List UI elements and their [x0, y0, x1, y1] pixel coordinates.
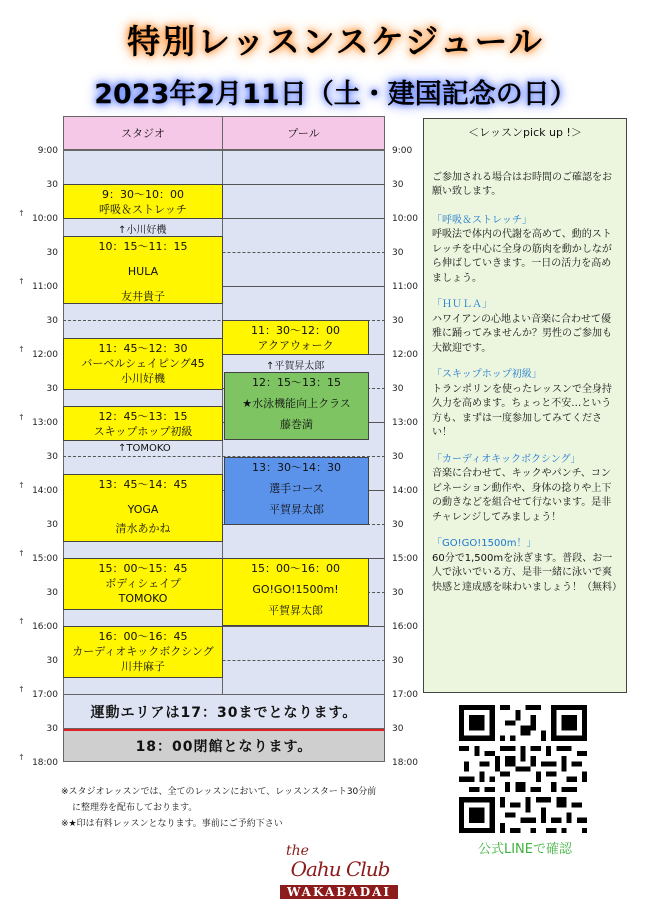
time-label-right: 10:00	[392, 214, 418, 224]
time-label-right: 9:00	[392, 146, 413, 156]
pickup-item-text: 音楽に合わせて、キックやパンチ、コンビネーション動作や、身体の捻りや上下の動きなどを組合せて行ないます。是非チャレンジしてみましょう！	[432, 468, 612, 523]
pickup-item	[432, 453, 618, 526]
qr-code-icon[interactable]	[459, 705, 587, 833]
lesson-time: 15：00〜15：45	[98, 562, 188, 575]
time-label-right: 30	[392, 452, 404, 462]
time-label-left: 30	[46, 452, 58, 462]
lesson-instructor: 清水あかね	[115, 521, 171, 535]
lesson-time: 12：15〜13：15	[252, 376, 341, 389]
tick-mark: ↑	[18, 277, 25, 286]
lesson-instructor-note: ↑TOMOKO	[118, 443, 171, 454]
notice-closing: 18：00閉館となります。	[63, 729, 385, 762]
lesson-name: GO!GO!1500m!	[252, 582, 339, 596]
lesson-name: 呼吸＆ストレッチ	[99, 202, 187, 216]
time-label-left: 30	[46, 180, 58, 190]
lesson-time: 9：30〜10：00	[102, 188, 184, 201]
time-label-left: 30	[46, 656, 58, 666]
lesson-instructor: 小川好機	[126, 225, 167, 236]
lesson-instructor: 平賀昇太郎	[274, 361, 325, 372]
pickup-item-text: ハワイアンの心地よい音楽に合わせて優雅に踊ってみませんか？男性のご参加も大歓迎です。	[432, 313, 612, 354]
studio-lesson-yoga[interactable]	[63, 474, 223, 542]
pickup-item	[432, 214, 618, 287]
time-label-left: 13:00	[32, 418, 58, 428]
time-label-left: 11:00	[32, 282, 58, 292]
lesson-name: HULA	[127, 264, 159, 278]
lesson-name: スキップホップ初級	[93, 424, 193, 438]
time-label-right: 11:00	[392, 282, 418, 292]
qr-caption: 公式LINEで確認	[477, 842, 572, 857]
page-subtitle: 2023年2月11日（土・建国記念の日）	[94, 79, 577, 110]
time-label-left: 30	[46, 724, 58, 734]
pickup-item-title: 「ＨＵＬＡ」	[432, 299, 492, 311]
time-label-right: 14:00	[392, 486, 418, 496]
time-label-left: 30	[46, 248, 58, 258]
pickup-item-title: 「カーディオキックボクシング」	[432, 453, 581, 465]
pickup-item	[432, 537, 622, 595]
time-label-right: 12:00	[392, 350, 418, 360]
pickup-item-title: 「GO!GO!1500m！」	[432, 538, 537, 550]
pickup-item-text: 60分で1,500mを泳ぎます。普段、お一人で泳いでいる方、是非一緒に泳いで爽快感と達成感を味わいましょう！（無料）	[432, 552, 622, 593]
time-label-left: 12:00	[32, 350, 58, 360]
lesson-name: ボディシェイプ	[105, 576, 181, 590]
time-label-left: 30	[46, 520, 58, 530]
time-label-left: 15:00	[32, 554, 58, 564]
tick-mark: ↑	[18, 481, 25, 490]
time-label-right: 18:00	[392, 758, 418, 768]
lesson-name: YOGA	[127, 502, 159, 516]
pickup-item-title: 「スキップホップ初級」	[432, 369, 542, 381]
tick-mark: ↑	[18, 685, 25, 694]
tick-mark: ↑	[18, 209, 25, 218]
lesson-instructor-note: ↑小川好機	[118, 225, 167, 236]
footnote: に整理券を配布しております。	[72, 803, 198, 813]
tick-mark: ↑	[18, 345, 25, 354]
time-label-left: 30	[46, 384, 58, 394]
logo-the: the	[286, 843, 309, 859]
footnote: ※スタジオレッスンでは、全てのレッスンにおいて、レッスンスタート30分前	[61, 787, 377, 797]
time-label-right: 30	[392, 316, 404, 326]
time-label-left: 18:00	[32, 758, 58, 768]
lesson-instructor: 藤巻満	[280, 417, 313, 431]
footnote: ※★印は有料レッスンとなります。事前にご予約下さい	[61, 819, 283, 829]
time-label-right: 15:00	[392, 554, 418, 564]
lesson-name: ★水泳機能向上クラス	[242, 396, 351, 410]
pool-lesson-gogo-1500m[interactable]	[222, 558, 369, 626]
lesson-instructor: 平賀昇太郎	[268, 603, 323, 617]
tick-mark: ↑	[18, 617, 25, 626]
tick-mark: ↑	[18, 413, 25, 422]
lesson-instructor: TOMOKO	[126, 443, 171, 454]
logo-name: Oahu Club	[290, 857, 390, 881]
lesson-instructor: 平賀昇太郎	[269, 502, 324, 516]
column-header-pool: プール	[222, 116, 385, 150]
time-label-left: 9:00	[37, 146, 58, 156]
studio-lesson-barbell[interactable]	[63, 338, 223, 390]
time-label-right: 30	[392, 724, 404, 734]
lesson-time: 10：15〜11：15	[98, 240, 188, 253]
lesson-instructor: 川井麻子	[121, 659, 165, 673]
lesson-pickup-panel	[423, 118, 627, 693]
time-label-right: 13:00	[392, 418, 418, 428]
studio-lesson-hula[interactable]	[63, 236, 223, 304]
page-title: 特別レッスンスケジュール	[127, 22, 544, 61]
lesson-name: 選手コース	[269, 481, 324, 495]
column-header-studio: スタジオ	[63, 116, 223, 150]
time-label-right: 30	[392, 520, 404, 530]
time-label-left: 17:00	[32, 690, 58, 700]
oahu-club-logo	[276, 843, 402, 909]
tick-mark: ↑	[18, 753, 25, 762]
lesson-name: バーベルシェイピング45	[81, 356, 205, 370]
pool-lesson-athlete-course[interactable]	[224, 457, 369, 525]
pickup-item-text: 呼吸法で体内の代謝を高めて、動的ストレッチを中心に全身の筋肉を動かしながら伸ばしていきます。一日の活力を高めましょう。	[432, 229, 612, 284]
studio-lesson-cardio-kickboxing[interactable]	[63, 626, 223, 678]
lesson-time: 15：00〜16：00	[251, 562, 340, 575]
lesson-time: 11：45〜12：30	[98, 342, 188, 355]
lesson-time: 13：30〜14：30	[252, 461, 341, 474]
time-label-right: 30	[392, 180, 404, 190]
lesson-instructor: 友井貴子	[121, 289, 165, 303]
pickup-item-text: トランポリンを使ったレッスンで全身持久力を高めます。ちょっと不安…という方も、まずは一度参加してみてください！	[432, 383, 612, 439]
time-label-left: 16:00	[32, 622, 58, 632]
pickup-item	[432, 298, 618, 356]
pickup-item-title: 「呼吸＆ストレッチ」	[432, 214, 532, 226]
lesson-time: 11：30〜12：00	[251, 324, 340, 337]
lesson-instructor: 小川好機	[121, 371, 165, 385]
time-label-right: 30	[392, 588, 404, 598]
studio-lesson-body-shape[interactable]	[63, 558, 223, 610]
time-label-right: 30	[392, 384, 404, 394]
studio-lesson-skip-hop[interactable]	[63, 406, 223, 441]
time-label-left: 14:00	[32, 486, 58, 496]
time-label-right: 16:00	[392, 622, 418, 632]
time-label-left: 30	[46, 316, 58, 326]
tick-mark: ↑	[18, 549, 25, 558]
pickup-heading: ＜レッスンpick up !＞	[468, 126, 582, 139]
lesson-time: 16：00〜16：45	[98, 630, 188, 643]
pool-lesson-swim-function[interactable]	[224, 372, 369, 440]
lesson-name: カーディオキックボクシング	[72, 644, 214, 658]
pickup-item	[432, 368, 618, 441]
lesson-instructor: TOMOKO	[118, 591, 168, 605]
lesson-time: 13：45〜14：45	[98, 478, 188, 491]
time-label-right: 30	[392, 248, 404, 258]
lesson-instructor-note: ↑平賀昇太郎	[266, 361, 325, 372]
logo-location: WAKABADAI	[280, 885, 398, 899]
studio-lesson-breathing-stretch[interactable]	[63, 184, 223, 219]
lesson-time: 12：45〜13：15	[98, 410, 188, 423]
lesson-name: アクアウォーク	[257, 338, 334, 352]
pool-lesson-aqua-walk[interactable]	[222, 320, 369, 355]
time-label-right: 30	[392, 656, 404, 666]
notice-exercise-area: 運動エリアは17：30までとなります。	[63, 694, 385, 729]
pickup-intro: ご参加される場合はお時間のご確認をお願い致します。	[432, 171, 612, 198]
time-label-right: 17:00	[392, 690, 418, 700]
time-label-left: 10:00	[32, 214, 58, 224]
time-label-left: 30	[46, 588, 58, 598]
